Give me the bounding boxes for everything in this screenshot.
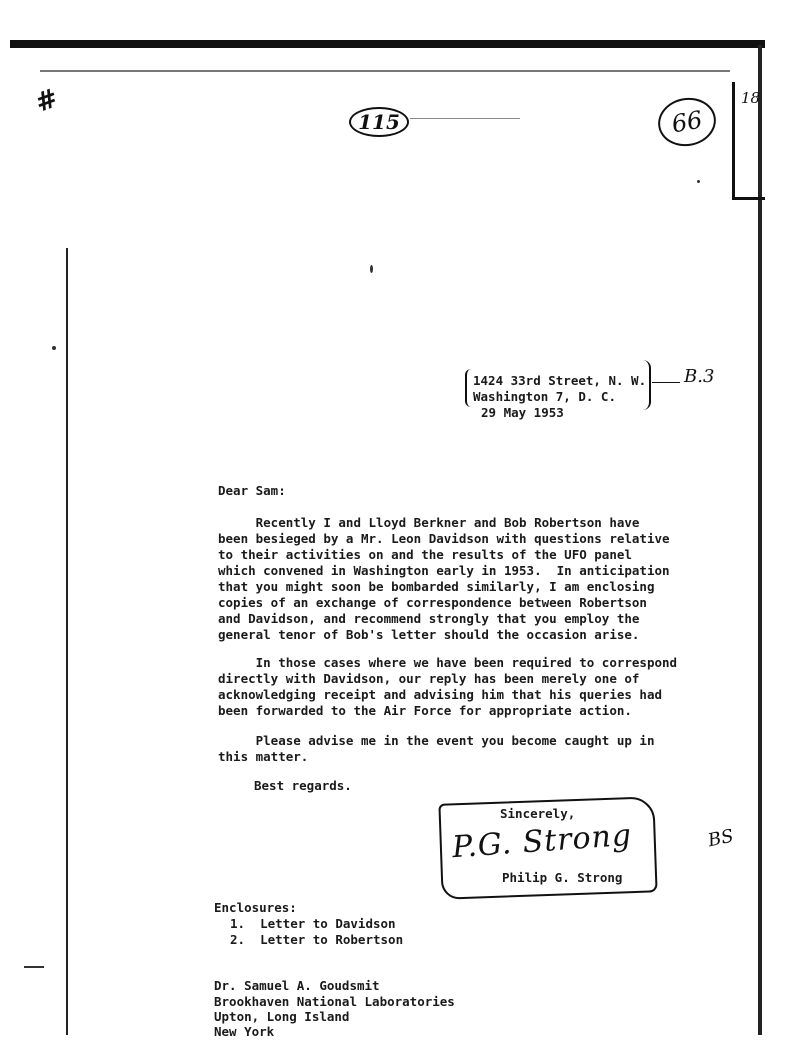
salutation: Dear Sam:	[218, 483, 286, 498]
speck	[370, 265, 373, 273]
bracket-left	[465, 369, 471, 407]
scan-left-border	[66, 248, 68, 1035]
scan-top-border	[10, 40, 765, 48]
speck	[697, 180, 700, 183]
paragraph-2-line: acknowledging receipt and advising him that his queries had	[218, 687, 663, 702]
paragraph-1-line: general tenor of Bob's letter should the occasion arise.	[218, 627, 640, 642]
paragraph-3-line: this matter.	[218, 749, 309, 764]
paragraph-1-line: that you might soon be bombarded similarly, I am enclosing	[218, 579, 655, 594]
recipient-state: New York	[214, 1024, 275, 1039]
enclosures-heading: Enclosures:	[214, 900, 297, 915]
paragraph-1-line: been besieged by a Mr. Leon Davidson with questions relative	[218, 531, 670, 546]
handwritten-signature: P.G. Strong	[450, 817, 634, 866]
speck	[52, 346, 56, 350]
typed-signer-name: Philip G. Strong	[502, 870, 623, 885]
paragraph-3-line: Please advise me in the event you become caught up in	[218, 733, 655, 748]
circled-page-number: 115	[349, 107, 409, 137]
recipient-city: Upton, Long Island	[214, 1009, 350, 1024]
letter-date: 29 May 1953	[481, 405, 564, 420]
top-left-handwritten-mark: #	[31, 83, 63, 119]
recipient-institution: Brookhaven National Laboratories	[214, 994, 455, 1009]
paragraph-2-line: been forwarded to the Air Force for appropriate action.	[218, 703, 632, 718]
annotation-line	[652, 382, 680, 383]
paragraph-1-line: copies of an exchange of correspondence between Robertson	[218, 595, 647, 610]
scan-streak	[410, 118, 520, 119]
address-street: 1424 33rd Street, N. W.	[473, 373, 647, 388]
paragraph-1-line: to their activities on and the results of the UFO panel	[218, 547, 632, 562]
valediction: Sincerely,	[500, 806, 576, 821]
paragraph-1-line: which convened in Washington early in 1953. In anticipation	[218, 563, 670, 578]
edge-page-number: 18	[741, 89, 761, 107]
speck	[24, 966, 44, 968]
circled-document-number: 66	[654, 93, 719, 150]
enclosure-item: 1. Letter to Davidson	[230, 916, 396, 931]
side-initials: BS	[706, 825, 736, 852]
paragraph-1-line: Recently I and Lloyd Berkner and Bob Robertson have	[218, 515, 640, 530]
paragraph-2-line: In those cases where we have been required to correspond	[218, 655, 678, 670]
recipient-name: Dr. Samuel A. Goudsmit	[214, 978, 380, 993]
paragraph-1-line: and Davidson, and recommend strongly that you employ the	[218, 611, 640, 626]
closing-remark: Best regards.	[254, 778, 352, 793]
scan-top-rule	[40, 70, 730, 72]
enclosure-item: 2. Letter to Robertson	[230, 932, 404, 947]
paragraph-2-line: directly with Davidson, our reply has been merely one of	[218, 671, 640, 686]
address-code-annotation: B.3	[684, 366, 715, 387]
address-city: Washington 7, D. C.	[473, 389, 616, 404]
